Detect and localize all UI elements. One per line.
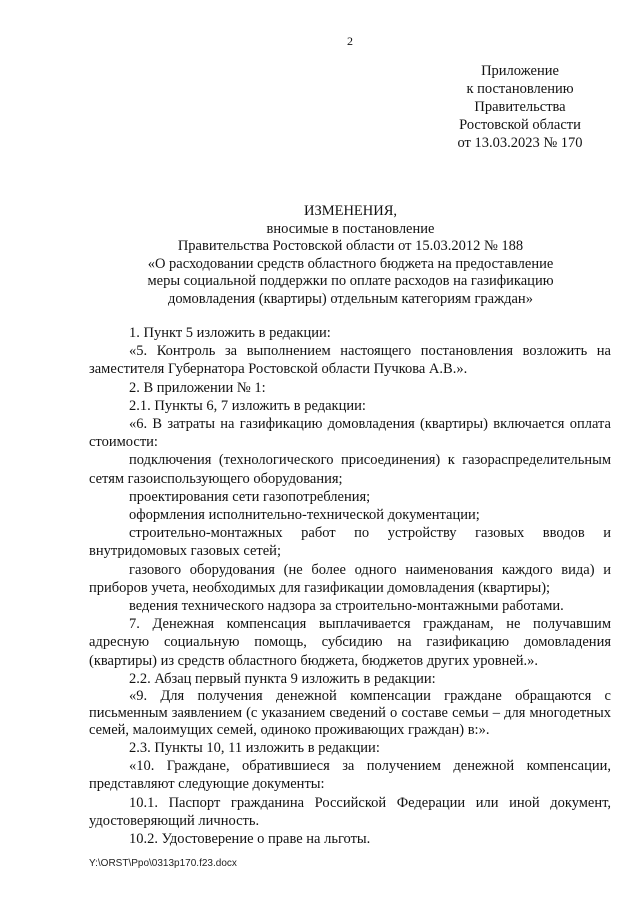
paragraph: подключения (технологического присоединения) к газораспределительным сетям газоиспользующего оборудования; xyxy=(89,452,611,487)
paragraph: оформления исполнительно-технической документации; xyxy=(129,507,480,524)
title-line: ИЗМЕНЕНИЯ, xyxy=(303,203,398,219)
paragraph: проектирования сети газопотребления; xyxy=(129,488,371,505)
title-line: «О расходовании средств областного бюджета на предоставление xyxy=(147,255,554,272)
appendix-line: к постановлению xyxy=(466,81,574,97)
paragraph: ведения технического надзора за строительно-монтажными работами. xyxy=(129,598,564,615)
paragraph: газового оборудования (не более одного наименования каждого вида) и приборов учета, необходимых для газификации домовладения (квартиры); xyxy=(89,561,611,596)
paragraph: 2.2. Абзац первый пункта 9 изложить в редакции: xyxy=(129,670,436,687)
title-line: вносимые в постановление xyxy=(266,220,435,237)
paragraph: строительно-монтажных работ по устройству газовых вводов и внутридомовых газовых сетей; xyxy=(89,525,611,560)
appendix-line: Приложение xyxy=(481,63,559,79)
title-line: домовладения (квартиры) отдельным категориям граждан» xyxy=(168,290,533,307)
title-line: Правительства Ростовской области от 15.03.2012 № 188 xyxy=(177,238,524,255)
paragraph: 2.3. Пункты 10, 11 изложить в редакции: xyxy=(129,740,380,757)
paragraph: «9. Для получения денежной компенсации граждане обращаются с письменным заявлением (с указанием сведений о составе семьи – для многодетных семей, малоимущих семей, одиноко проживающих граждан) в:». xyxy=(89,688,611,739)
paragraph: 10.1. Паспорт гражданина Российской Федерации или иной документ, удостоверяющий личность. xyxy=(89,794,611,829)
document-body xyxy=(89,324,611,848)
paragraph: «10. Граждане, обратившиеся за получением денежной компенсации, представляют следующие документы: xyxy=(89,758,611,793)
appendix-line: Ростовской области xyxy=(459,117,581,133)
page-number: 2 xyxy=(347,34,353,48)
appendix-block xyxy=(440,62,600,152)
paragraph: 2. В приложении № 1: xyxy=(129,379,266,396)
paragraph: 7. Денежная компенсация выплачивается гражданам, не получавшим адресную социальную помощь, субсидию на газификацию домовладения (квартиры) из средств областного бюджета, бюджетов других уровней.». xyxy=(89,616,611,669)
paragraph: «5. Контроль за выполнением настоящего постановления возложить на заместителя Губернатора Ростовской области Пучкова А.В.». xyxy=(89,343,611,378)
file-path-footer: Y:\ORST\Ppo\0313p170.f23.docx xyxy=(89,858,237,869)
paragraph: 1. Пункт 5 изложить в редакции: xyxy=(129,325,331,341)
paragraph: «6. В затраты на газификацию домовладения (квартиры) включается оплата стоимости: xyxy=(89,416,611,451)
title-line: меры социальной поддержки по оплате расходов на газификацию xyxy=(147,273,554,290)
document-title xyxy=(88,203,613,309)
appendix-line: от 13.03.2023 № 170 xyxy=(457,135,583,151)
paragraph: 10.2. Удостоверение о праве на льготы. xyxy=(129,831,371,848)
paragraph: 2.1. Пункты 6, 7 изложить в редакции: xyxy=(129,397,366,414)
appendix-line: Правительства xyxy=(474,99,566,115)
